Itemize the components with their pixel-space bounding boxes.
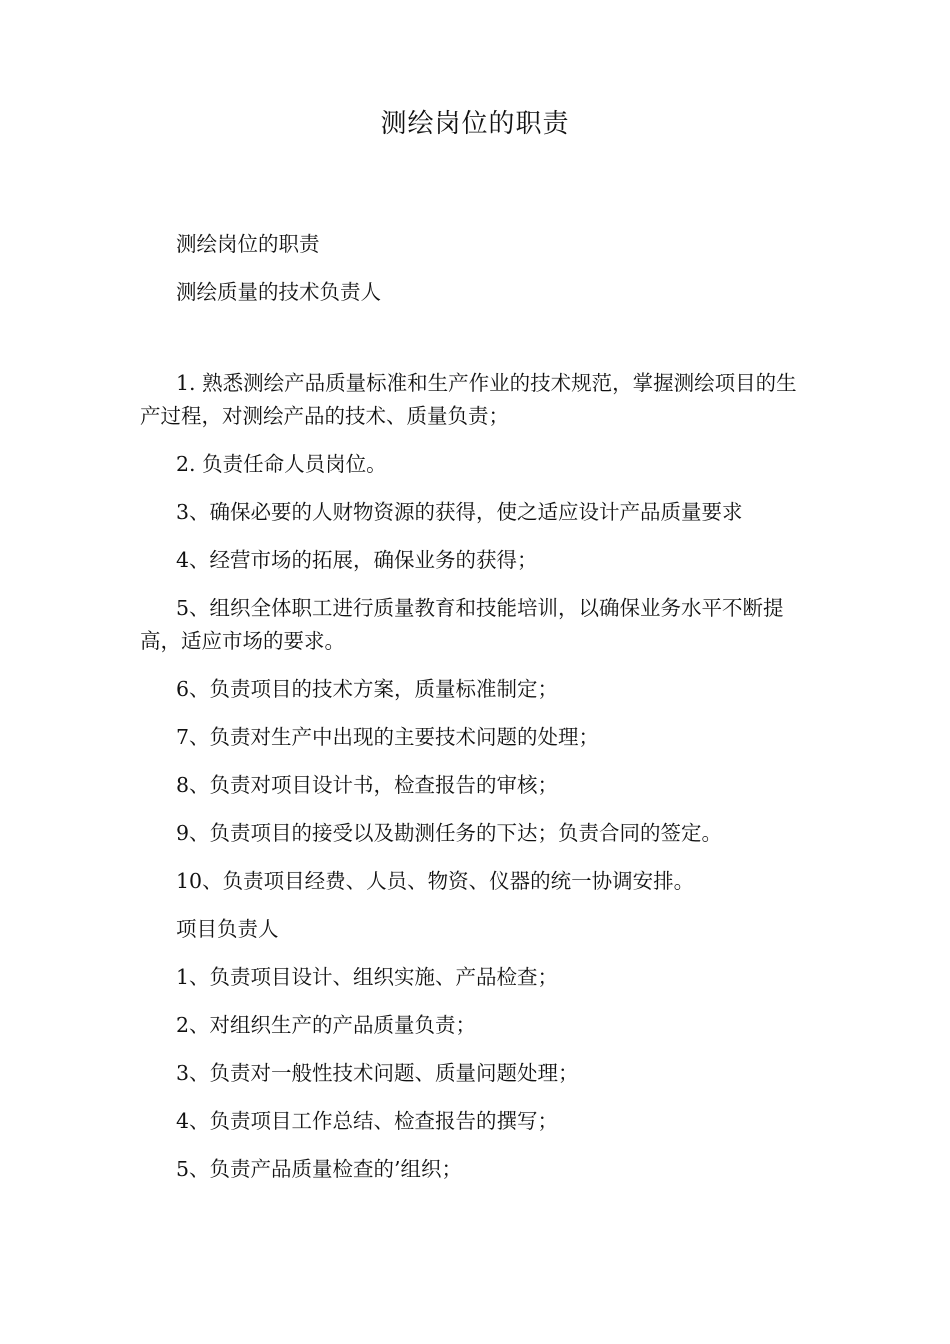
tech-lead-item-1: 1. 熟悉测绘产品质量标准和生产作业的技术规范，掌握测绘项目的生产过程，对测绘产品的技术、质量负责； (140, 371, 797, 428)
section-subheading: 测绘质量的技术负责人 (176, 280, 381, 304)
document-body (140, 228, 802, 1201)
tech-lead-item-3: 3、确保必要的人财物资源的获得，使之适应设计产品质量要求 (176, 500, 743, 524)
tech-lead-item-9: 9、负责项目的接受以及勘测任务的下达；负责合同的签定。 (176, 821, 723, 845)
project-lead-item-2: 2、对组织生产的产品质量负责； (176, 1013, 477, 1037)
tech-lead-item-4: 4、经营市场的拓展，确保业务的获得； (176, 548, 538, 572)
spacer (140, 324, 802, 367)
tech-lead-item-7: 7、负责对生产中出现的主要技术问题的处理； (176, 725, 600, 749)
project-lead-item-3: 3、负责对一般性技术问题、质量问题处理； (176, 1061, 579, 1085)
section-heading: 测绘岗位的职责 (176, 232, 320, 256)
project-lead-item-5: 5、负责产品质量检查的’组织； (176, 1157, 463, 1181)
tech-lead-item-2: 2. 负责任命人员岗位。 (176, 452, 387, 476)
tech-lead-item-10: 10、负责项目经费、人员、物资、仪器的统一协调安排。 (176, 869, 695, 893)
tech-lead-item-5: 5、组织全体职工进行质量教育和技能培训，以确保业务水平不断提高，适应市场的要求。 (140, 596, 784, 653)
project-lead-heading: 项目负责人 (176, 917, 279, 941)
project-lead-item-1: 1、负责项目设计、组织实施、产品检查； (176, 965, 559, 989)
project-lead-item-4: 4、负责项目工作总结、检查报告的撰写； (176, 1109, 559, 1133)
tech-lead-item-8: 8、负责对项目设计书，检查报告的审核； (176, 773, 559, 797)
document-title: 测绘岗位的职责 (380, 109, 570, 139)
tech-lead-item-6: 6、负责项目的技术方案，质量标准制定； (176, 677, 559, 701)
